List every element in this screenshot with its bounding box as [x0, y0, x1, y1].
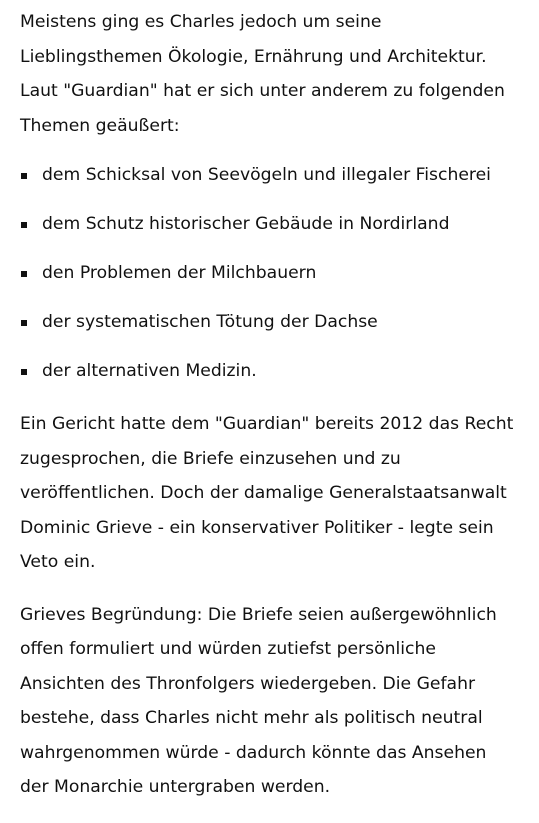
list-item: [20, 310, 519, 334]
list-item: [20, 163, 519, 187]
list-item: [20, 261, 519, 285]
list-item: [20, 212, 519, 236]
text-line: der Monarchie untergraben werden.: [20, 777, 331, 797]
text-line: Lieblingsthemen Ökologie, Ernährung und Architektur.: [20, 46, 487, 67]
text-line: Veto ein.: [20, 552, 96, 572]
list-item-text: der alternativen Medizin.: [42, 361, 257, 381]
bullet-icon: [21, 173, 27, 179]
text-line: Ansichten des Thronfolgers wiedergeben. Die Gefahr: [20, 673, 476, 694]
text-line: offen formuliert und würden zutiefst persönliche: [20, 639, 436, 659]
text-line: Themen geäußert:: [20, 115, 180, 136]
bullet-icon: [21, 369, 27, 375]
intro-paragraph: [20, 5, 519, 143]
text-line: zugesprochen, die Briefe einzusehen und zu: [20, 448, 401, 469]
text-line: Ein Gericht hatte dem "Guardian" bereits 2012 das Recht: [20, 414, 514, 434]
bullet-icon: [21, 271, 27, 277]
text-line: Meistens ging es Charles jedoch um seine: [20, 12, 382, 32]
reasoning-paragraph: [20, 598, 519, 805]
list-item-text: dem Schutz historischer Gebäude in Nordirland: [42, 214, 450, 234]
list-item-text: der systematischen Tötung der Dachse: [42, 312, 378, 332]
list-item-text: den Problemen der Milchbauern: [42, 263, 317, 283]
court-paragraph: [20, 407, 519, 580]
text-line: Laut "Guardian" hat er sich unter anderem zu folgenden: [20, 81, 505, 101]
text-line: Grieves Begründung: Die Briefe seien außergewöhnlich: [20, 604, 497, 625]
bullet-icon: [21, 320, 27, 326]
bullet-icon: [21, 222, 27, 228]
text-line: bestehe, dass Charles nicht mehr als politisch neutral: [20, 708, 483, 728]
topics-list: [20, 163, 519, 383]
text-line: wahrgenommen würde - dadurch könnte das Ansehen: [20, 742, 487, 763]
list-item-text: dem Schicksal von Seevögeln und illegaler Fischerei: [42, 165, 491, 185]
list-item: [20, 359, 519, 383]
text-line: veröffentlichen. Doch der damalige Generalstaatsanwalt: [20, 483, 507, 503]
text-line: Dominic Grieve - ein konservativer Politiker - legte sein: [20, 517, 494, 538]
